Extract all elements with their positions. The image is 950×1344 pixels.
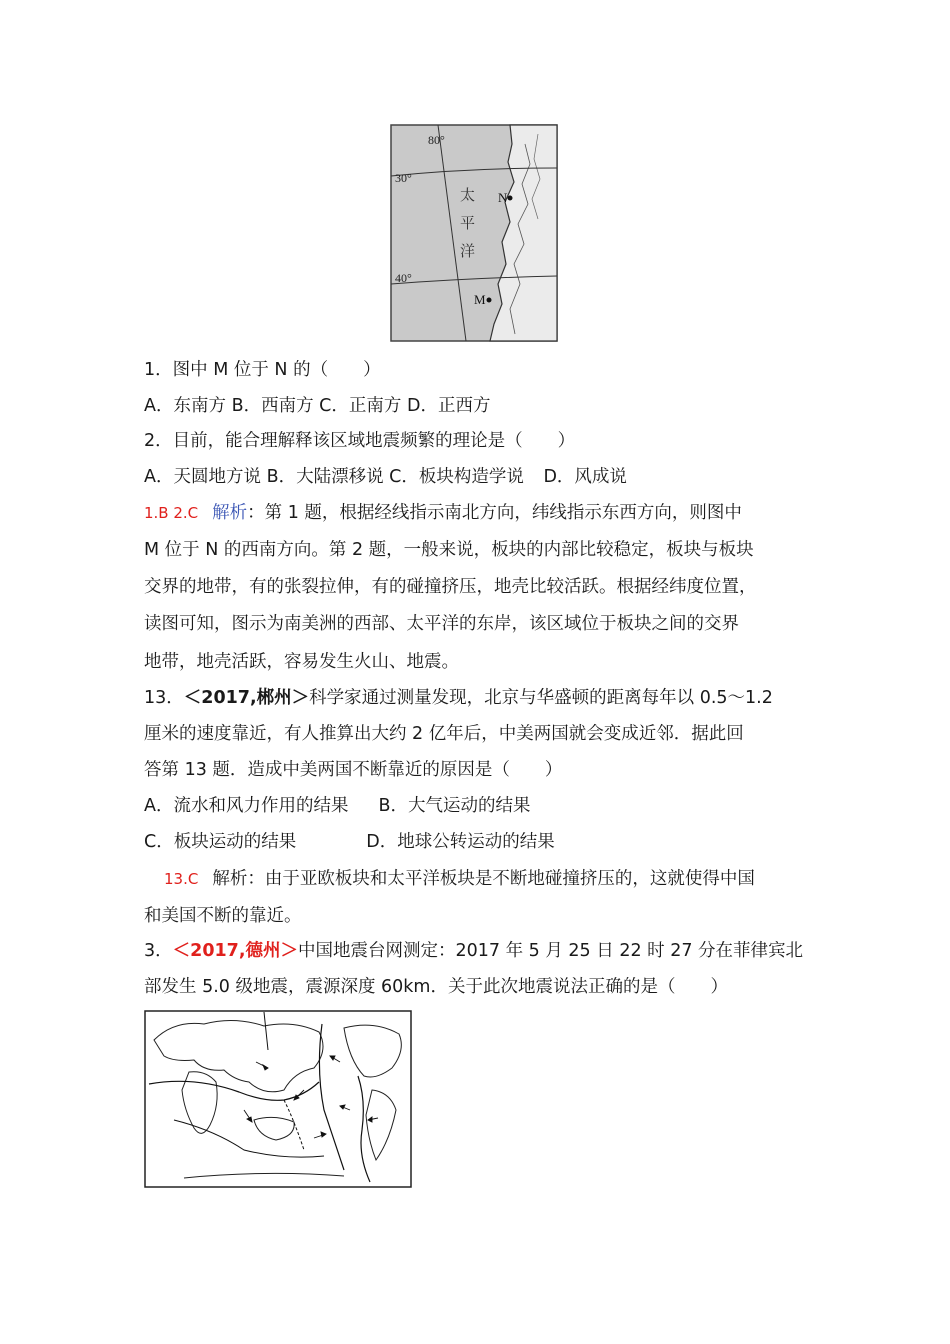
q13-source: ＜2017,郴州＞ <box>183 688 310 708</box>
analysis12-line-5: 地带，地壳活跃，容易发生火山、地震。 <box>144 652 459 672</box>
q2-option-c: C．板块构造学说 <box>389 467 524 487</box>
ocean-label-1: 太 <box>460 186 476 204</box>
q13-line-3: 答第 13 题．造成中美两国不断靠近的原因是（ ） <box>144 760 563 780</box>
analysis12-line-3: 交界的地带，有的张裂拉伸，有的碰撞挤压，地壳比较活跃。根据经纬度位置， <box>144 577 757 597</box>
analysis12-text-1: ：第 1 题，根据经线指示南北方向，纬线指示东西方向，则图中 <box>247 503 742 523</box>
lat40-label: 40° <box>395 271 412 285</box>
analysis13-answer: 13.C <box>164 870 199 888</box>
lon80-label: 80° <box>428 133 445 147</box>
lat30-label: 30° <box>395 171 412 185</box>
q13-option-a: A．流水和风力作用的结果 <box>144 796 349 816</box>
q2-option-d: D．风成说 <box>543 467 627 487</box>
south-america-coast-map <box>390 124 558 342</box>
analysis12-answers: 1.B 2.C <box>144 504 199 522</box>
q13-option-d: D．地球公转运动的结果 <box>366 832 555 852</box>
analysis13-text-1: 解析：由于亚欧板块和太平洋板块是不断地碰撞挤压的，这就使得中国 <box>212 869 755 889</box>
q3-line-1 <box>144 939 803 963</box>
q1-option-b: B．西南方 <box>231 396 314 416</box>
point-n-label: N <box>498 190 508 205</box>
analysis12-tag: 解析 <box>212 503 248 523</box>
q13-line-1 <box>144 686 773 710</box>
analysis13-line-1 <box>164 867 755 891</box>
q2-stem: 2．目前，能合理解释该区域地震频繁的理论是（ ） <box>144 431 576 451</box>
q1-option-d: D．正西方 <box>406 396 491 416</box>
q2-option-b: B．大陆漂移说 <box>266 467 384 487</box>
q13-options-row-2 <box>144 830 555 854</box>
q1-option-a: A．东南方 <box>144 396 226 416</box>
q13-option-b: B．大气运动的结果 <box>378 796 531 816</box>
q13-options-row-1 <box>144 794 531 818</box>
analysis13-line-2: 和美国不断的靠近。 <box>144 906 302 926</box>
ocean-label-3: 洋 <box>460 242 476 260</box>
q13-option-c: C．板块运动的结果 <box>144 832 297 852</box>
analysis12-line-1 <box>144 501 742 525</box>
q3-source: ＜2017,德州＞ <box>172 941 298 961</box>
q3-line-2: 部发生 5.0 级地震，震源深度 60km．关于此次地震说法正确的是（ ） <box>144 977 728 997</box>
q3-text-1: 中国地震台网测定：2017 年 5 月 25 日 22 时 27 分在菲律宾北 <box>298 941 804 961</box>
q1-option-c: C．正南方 <box>319 396 402 416</box>
ocean-label-2: 平 <box>460 214 476 232</box>
analysis12-line-2: M 位于 N 的西南方向。第 2 题，一般来说，板块的内部比较稳定，板块与板块 <box>144 540 754 560</box>
q13-line-2: 厘米的速度靠近，有人推算出大约 2 亿年后，中美两国就会变成近邻．据此回 <box>144 724 744 744</box>
q1-options <box>144 394 490 418</box>
q2-option-a: A．天圆地方说 <box>144 467 261 487</box>
analysis12-line-4: 读图可知，图示为南美洲的西部、太平洋的东岸，该区域位于板块之间的交界 <box>144 614 739 634</box>
q1-stem: 1．图中 M 位于 N 的（ ） <box>144 360 381 380</box>
world-plate-map <box>144 1010 412 1188</box>
q3-number: 3． <box>144 941 173 961</box>
q2-options <box>144 465 627 489</box>
point-m-label: M <box>474 292 486 307</box>
q13-number: 13． <box>144 688 184 708</box>
point-m-marker <box>487 298 492 303</box>
q13-text-1: 科学家通过测量发现，北京与华盛顿的距离每年以 0.5～1.2 <box>309 688 773 708</box>
point-n-marker <box>508 196 513 201</box>
